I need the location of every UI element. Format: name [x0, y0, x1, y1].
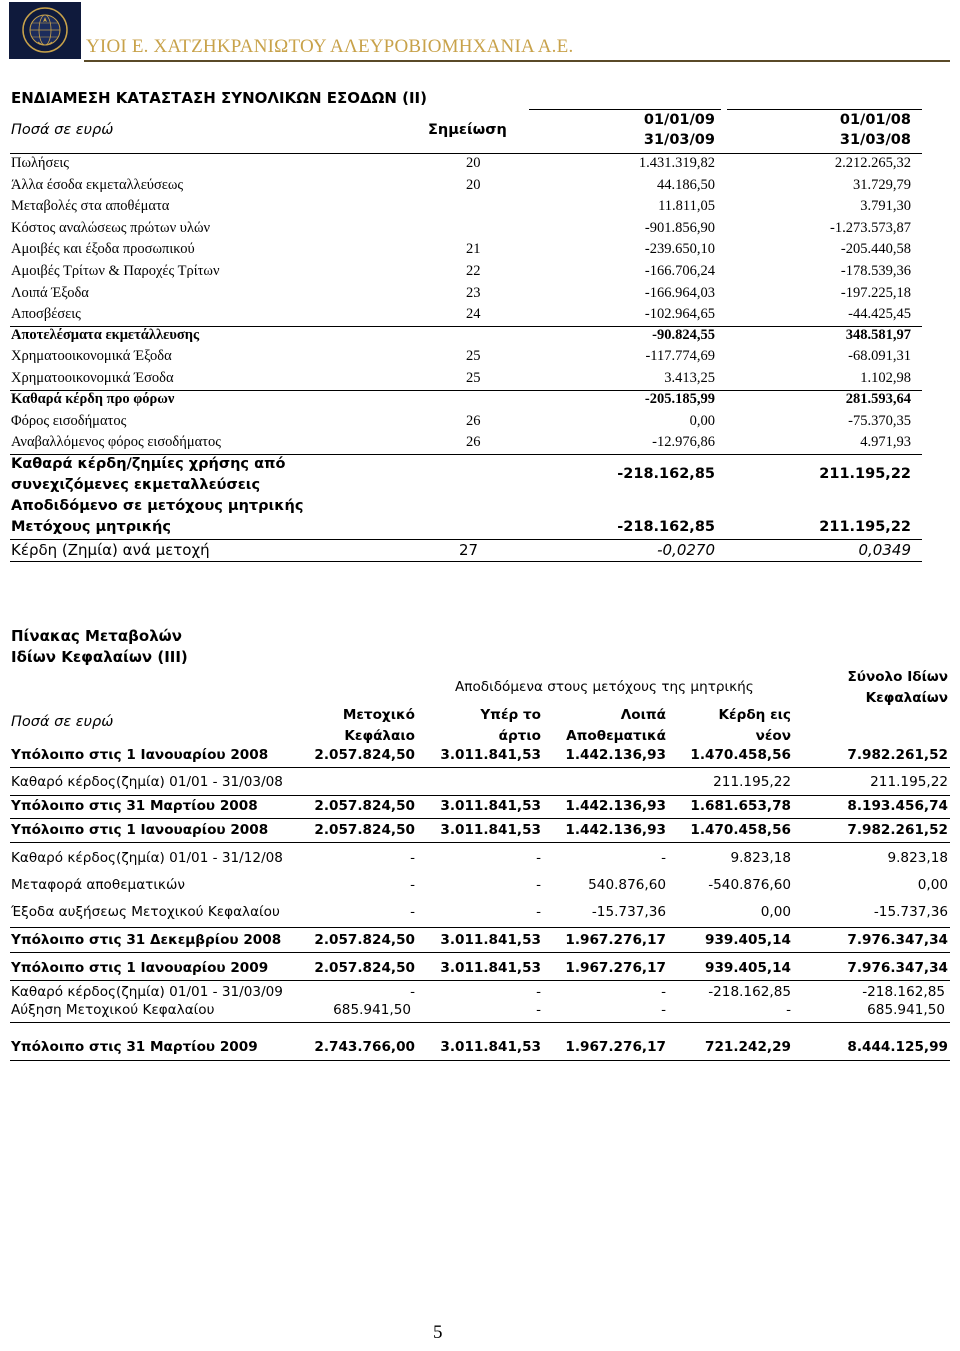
col-header-share-capital — [343, 705, 415, 747]
row-label: Καθαρό κέρδος(ζημία) 01/01 - 31/12/08 — [11, 850, 283, 866]
row-value-2009: -901.856,90 — [644, 220, 715, 236]
row-note: 26 — [466, 413, 481, 429]
share-capital: 2.057.824,50 — [314, 747, 415, 763]
total-equity: 8.444.125,99 — [847, 1039, 948, 1055]
equity-rule — [10, 818, 950, 819]
other-reserves: 1.967.276,17 — [565, 932, 666, 948]
share-capital: 2.057.824,50 — [314, 798, 415, 814]
row-value-2009: -205.185,99 — [644, 391, 715, 407]
income-row — [0, 413, 960, 434]
col2-header-rule — [727, 109, 922, 110]
row-note: 20 — [466, 155, 481, 171]
row-label: Υπόλοιπο στις 1 Ιανουαρίου 2009 — [11, 960, 269, 976]
retained-earnings: 211.195,22 — [713, 774, 791, 790]
row-label: Μεταβολές στα αποθέματα — [11, 198, 170, 214]
income-statement-title: ΕΝΔΙΑΜΕΣΗ ΚΑΤΑΣΤΑΣΗ ΣΥΝΟΛΙΚΩΝ ΕΣΟΔΩΝ (ΙΙ) — [11, 89, 427, 107]
equity-rule — [10, 795, 950, 796]
share-premium: 3.011.841,53 — [440, 960, 541, 976]
income-row — [0, 263, 960, 284]
row-value-2009: 11.811,05 — [658, 198, 715, 214]
equity-rule — [10, 767, 950, 768]
share-capital: 685.941,50 — [333, 1002, 411, 1018]
equity-title-line2: Ιδίων Κεφαλαίων (ΙΙΙ) — [11, 648, 188, 666]
total-equity: 7.982.261,52 — [847, 747, 948, 763]
share-capital: - — [410, 877, 415, 893]
row-label: Καθαρά κέρδη προ φόρων — [11, 391, 175, 407]
income-row — [0, 155, 960, 176]
company-name: ΥΙΟΙ Ε. ΧΑΤΖΗΚΡΑΝΙΩΤΟΥ ΑΛΕΥΡΟΒΙΟΜΗΧΑΝΙΑ Α.Ε. — [86, 36, 574, 57]
continuing-value-2008: 211.195,22 — [819, 466, 911, 482]
retained-earnings: 939.405,14 — [705, 932, 791, 948]
row-value-2008: 348.581,97 — [845, 327, 911, 343]
retained-earnings: -218.162,85 — [708, 984, 791, 1000]
row-label: Αμοιβές και έξοδα προσωπικού — [11, 241, 195, 257]
share-capital: 2.743.766,00 — [314, 1039, 415, 1055]
page-number: 5 — [433, 1322, 443, 1343]
equity-rule — [10, 952, 950, 953]
row-value-2008: -205.440,58 — [840, 241, 911, 257]
row-label: Αμοιβές Τρίτων & Παροχές Τρίτων — [11, 263, 220, 279]
other-reserves: - — [661, 1002, 666, 1018]
other-reserves: 1.967.276,17 — [565, 960, 666, 976]
continuing-value-2009: -218.162,85 — [617, 466, 715, 482]
col-header-retained-earnings — [718, 705, 791, 747]
total-equity: 7.976.347,34 — [847, 932, 948, 948]
income-row — [0, 285, 960, 306]
other-reserves: -15.737,36 — [591, 904, 666, 920]
eps-value-2008: 0,0349 — [858, 541, 911, 559]
share-capital: - — [410, 984, 415, 1000]
row-value-2009: -239.650,10 — [644, 241, 715, 257]
row-label: Κόστος αναλώσεως πρώτων υλών — [11, 220, 211, 236]
retained-earnings: 939.405,14 — [705, 960, 791, 976]
share-premium: 3.011.841,53 — [440, 1039, 541, 1055]
row-note: 25 — [466, 348, 481, 364]
col2-header-line1: 01/01/08 — [839, 112, 911, 128]
row-label: Καθαρό κέρδος(ζημία) 01/01 - 31/03/09 — [11, 984, 283, 1000]
eps-value-2009: -0,0270 — [657, 541, 715, 559]
eps-row — [0, 541, 960, 562]
currency-label: Ποσά σε ευρώ — [11, 122, 114, 138]
equity-rule — [10, 927, 950, 928]
row-label: Υπόλοιπο στις 1 Ιανουαρίου 2008 — [11, 822, 269, 838]
row-label: Αποτελέσματα εκμετάλλευσης — [11, 327, 200, 343]
col1-header-line2: 31/03/09 — [643, 132, 715, 148]
retained-earnings: 1.681.653,78 — [690, 798, 791, 814]
income-row — [0, 370, 960, 391]
income-row — [0, 241, 960, 262]
total-equity: 7.976.347,34 — [847, 960, 948, 976]
header-bottom-rule — [10, 153, 922, 154]
row-value-2008: -44.425,45 — [848, 306, 911, 322]
col-header-line1: Μετοχικό — [342, 707, 415, 723]
equity-rule — [10, 842, 950, 843]
col2-header-line2: 31/03/08 — [839, 132, 911, 148]
col-header-line1: Λοιπά — [620, 707, 666, 723]
total-equity: 7.982.261,52 — [847, 822, 948, 838]
row-note: 22 — [466, 263, 481, 279]
row-value-2009: -166.706,24 — [644, 263, 715, 279]
row-label: Χρηματοοικονομικά Έσοδα — [11, 370, 174, 386]
col-header-line2: άρτιο — [498, 728, 541, 744]
share-premium: 3.011.841,53 — [440, 798, 541, 814]
row-value-2008: 281.593,64 — [845, 391, 911, 407]
total-equity: 0,00 — [917, 877, 948, 893]
row-label: Μεταφορά αποθεματικών — [11, 877, 185, 893]
col-header-line2: Αποθεματικά — [566, 728, 666, 744]
income-row-operating-result — [0, 327, 960, 348]
retained-earnings: 0,00 — [760, 904, 791, 920]
total-equity: 9.823,18 — [887, 850, 948, 866]
row-value-2009: -12.976,86 — [652, 434, 715, 450]
row-label: Αναβαλλόμενος φόρος εισοδήματος — [11, 434, 222, 450]
equity-rule — [10, 1022, 950, 1023]
equity-rule — [10, 1060, 950, 1061]
row-label: Αποσβέσεις — [11, 306, 81, 322]
row-value-2008: 1.102,98 — [860, 370, 911, 386]
income-row — [0, 434, 960, 455]
other-reserves: - — [661, 984, 666, 1000]
company-logo — [9, 2, 81, 59]
equity-title-line1: Πίνακας Μεταβολών — [11, 627, 182, 645]
share-capital: 2.057.824,50 — [314, 960, 415, 976]
row-value-2009: 0,00 — [689, 413, 715, 429]
eps-note: 27 — [459, 541, 479, 559]
row-label: Υπόλοιπο στις 1 Ιανουαρίου 2008 — [11, 747, 269, 763]
retained-earnings: -540.876,60 — [708, 877, 791, 893]
row-label: Υπόλοιπο στις 31 Μαρτίου 2008 — [11, 798, 258, 814]
share-premium: 3.011.841,53 — [440, 822, 541, 838]
row-value-2008: -75.370,35 — [848, 413, 911, 429]
row-value-2008: -68.091,31 — [848, 348, 911, 364]
income-row-pretax — [0, 391, 960, 412]
row-note: 21 — [466, 241, 481, 257]
total-equity: -15.737,36 — [873, 904, 948, 920]
row-label: Λοιπά Έξοδα — [11, 285, 89, 301]
row-note: 23 — [466, 285, 481, 301]
parent-rule — [10, 539, 922, 540]
income-row — [0, 198, 960, 219]
col-header-line1: Υπέρ το — [480, 707, 541, 723]
row-value-2009: -90.824,55 — [652, 327, 715, 343]
row-note: 24 — [466, 306, 481, 322]
row-label: Έξοδα αυξήσεως Μετοχικού Κεφαλαίου — [11, 904, 280, 920]
income-row — [0, 348, 960, 369]
row-label: Χρηματοοικονομικά Έξοδα — [11, 348, 172, 364]
col-header-line2: Κεφάλαιο — [344, 728, 415, 744]
row-label: Φόρος εισοδήματος — [11, 413, 127, 429]
parent-label-line2: Μετόχους μητρικής — [11, 519, 171, 535]
row-value-2008: 2.212.265,32 — [834, 155, 911, 171]
equity-currency-label: Ποσά σε ευρώ — [11, 714, 114, 730]
col-header-other-reserves — [566, 705, 666, 747]
total-header-line2: Κεφαλαίων — [865, 690, 948, 706]
share-capital: 2.057.824,50 — [314, 822, 415, 838]
col1-header-line1: 01/01/09 — [643, 112, 715, 128]
row-note: 26 — [466, 434, 481, 450]
total-equity: 8.193.456,74 — [847, 798, 948, 814]
col-header-line1: Κέρδη εις — [718, 707, 791, 723]
row-value-2009: 44.186,50 — [657, 177, 715, 193]
other-reserves: 540.876,60 — [588, 877, 666, 893]
total-equity: 685.941,50 — [867, 1002, 945, 1018]
income-row — [0, 220, 960, 241]
retained-earnings: - — [786, 1002, 791, 1018]
row-value-2009: -117.774,69 — [645, 348, 715, 364]
equity-group-header: Αποδιδόμενα στους μετόχους της μητρικής — [455, 679, 754, 695]
share-premium: - — [536, 1002, 541, 1018]
total-equity: -218.162,85 — [862, 984, 945, 1000]
row-value-2008: 4.971,93 — [860, 434, 911, 450]
income-row — [0, 177, 960, 198]
row-value-2009: 1.431.319,82 — [638, 155, 715, 171]
share-premium: - — [536, 904, 541, 920]
other-reserves: 1.967.276,17 — [565, 1039, 666, 1055]
row-value-2009: 3.413,25 — [664, 370, 715, 386]
row-label: Πωλήσεις — [11, 155, 70, 171]
header-rule — [84, 60, 950, 62]
row-label: Καθαρό κέρδος(ζημία) 01/01 - 31/03/08 — [11, 774, 283, 790]
share-premium: - — [536, 850, 541, 866]
row-note: 20 — [466, 177, 481, 193]
row-label: Αύξηση Μετοχικού Κεφαλαίου — [11, 1002, 215, 1018]
col-header-line2: νέον — [755, 728, 791, 744]
share-capital: - — [410, 904, 415, 920]
equity-total-header — [847, 667, 948, 709]
parent-label-line1: Αποδιδόμενο σε μετόχους μητρικής — [11, 498, 304, 514]
row-value-2008: 31.729,79 — [853, 177, 911, 193]
other-reserves: - — [661, 850, 666, 866]
other-reserves: 1.442.136,93 — [565, 798, 666, 814]
continuing-label-line2: συνεχιζόμενες εκμεταλλεύσεις — [11, 477, 261, 493]
share-premium: - — [536, 877, 541, 893]
row-value-2008: -1.273.573,87 — [830, 220, 911, 236]
col-header-share-premium — [480, 705, 541, 747]
share-premium: 3.011.841,53 — [440, 932, 541, 948]
subtotal-rule — [10, 454, 922, 455]
row-note: 25 — [466, 370, 481, 386]
eps-rule — [10, 561, 922, 562]
eps-label: Κέρδη (Ζημία) ανά μετοχή — [11, 541, 210, 559]
continuing-label-line1: Καθαρά κέρδη/ζημίες χρήσης από — [11, 456, 286, 472]
row-value-2009: -102.964,65 — [644, 306, 715, 322]
row-value-2008: 3.791,30 — [860, 198, 911, 214]
share-capital: 2.057.824,50 — [314, 932, 415, 948]
other-reserves: 1.442.136,93 — [565, 747, 666, 763]
row-value-2009: -166.964,03 — [644, 285, 715, 301]
parent-value-2008: 211.195,22 — [819, 519, 911, 535]
retained-earnings: 1.470.458,56 — [690, 747, 791, 763]
retained-earnings: 1.470.458,56 — [690, 822, 791, 838]
equity-rule — [10, 980, 950, 981]
retained-earnings: 721.242,29 — [705, 1039, 791, 1055]
row-label: Υπόλοιπο στις 31 Δεκεμβρίου 2008 — [11, 932, 282, 948]
income-row — [0, 306, 960, 327]
note-header: Σημείωση — [428, 122, 507, 138]
share-capital: - — [410, 850, 415, 866]
share-premium: - — [536, 984, 541, 1000]
row-value-2008: -197.225,18 — [840, 285, 911, 301]
total-header-line1: Σύνολο Ιδίων — [847, 669, 948, 685]
row-label: Άλλα έσοδα εκμεταλλεύσεως — [11, 177, 184, 193]
share-premium: 3.011.841,53 — [440, 747, 541, 763]
row-value-2008: -178.539,36 — [840, 263, 911, 279]
total-equity: 211.195,22 — [870, 774, 948, 790]
retained-earnings: 9.823,18 — [730, 850, 791, 866]
col1-header-rule — [529, 109, 721, 110]
row-label: Υπόλοιπο στις 31 Μαρτίου 2009 — [11, 1039, 258, 1055]
parent-value-2009: -218.162,85 — [617, 519, 715, 535]
other-reserves: 1.442.136,93 — [565, 822, 666, 838]
